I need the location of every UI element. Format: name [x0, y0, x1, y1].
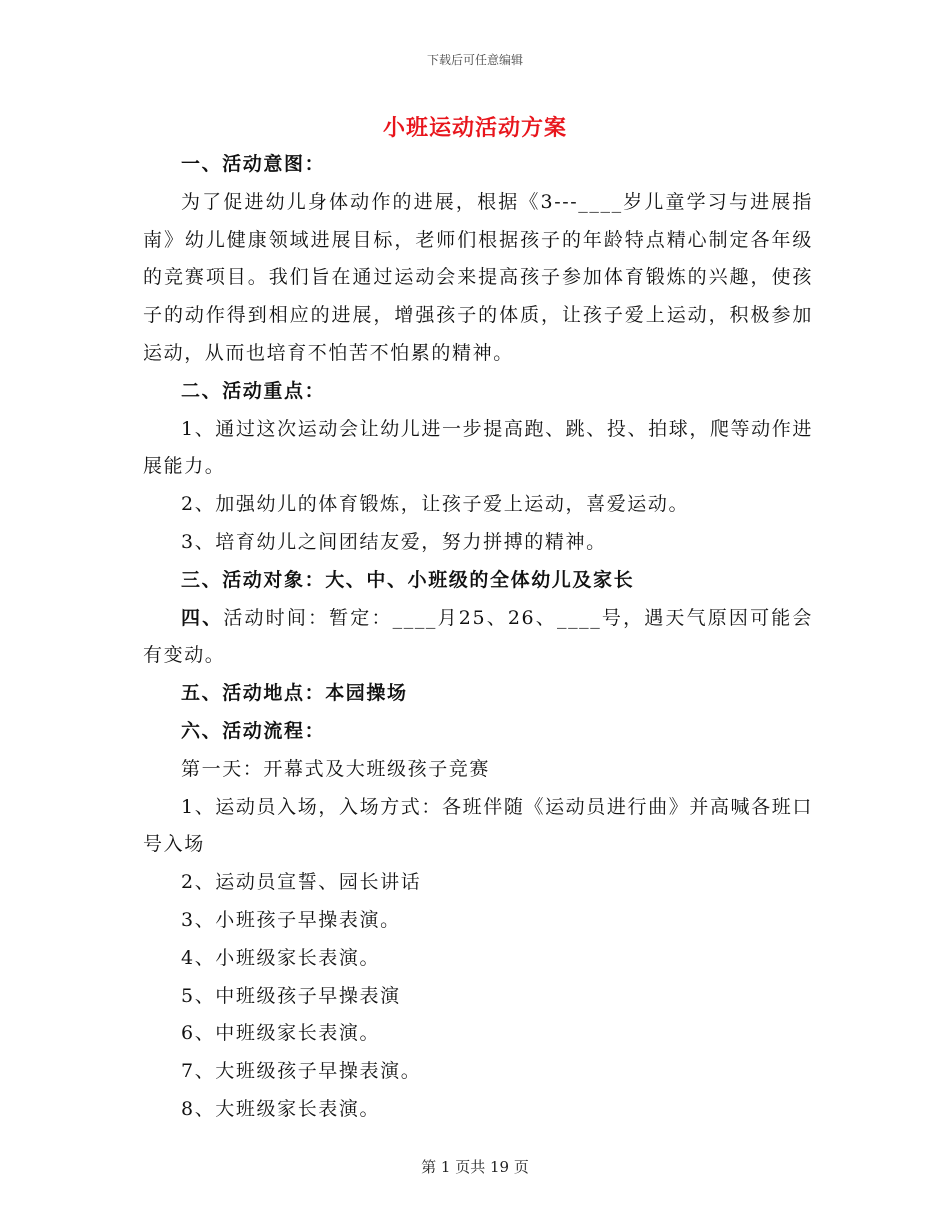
list-item-flow-5: 5、中班级孩子早操表演 — [181, 984, 401, 1007]
section-heading-audience: 三、活动对象：大、中、小班级的全体幼儿及家长 — [181, 568, 635, 591]
section-heading-flow: 六、活动流程： — [181, 719, 326, 742]
page-header-note: 下载后可任意编辑 — [426, 53, 523, 67]
page-number-footer: 第 1 页共 19 页 — [421, 1158, 529, 1176]
list-item-flow-3: 3、小班孩子早操表演。 — [181, 908, 401, 931]
section-heading-location: 五、活动地点：本园操场 — [181, 682, 408, 705]
paragraph-time — [143, 600, 813, 676]
list-item-flow-2: 2、运动员宣誓、园长讲话 — [181, 871, 422, 894]
list-item-flow-8: 8、大班级家长表演。 — [181, 1097, 381, 1120]
paragraph-day-one: 第一天：开幕式及大班级孩子竞赛 — [181, 757, 491, 780]
paragraph-time-text: 活动时间：暂定：____月25、26、____号，遇天气原因可能会有变动。 — [143, 606, 813, 667]
paragraph-intent: 为了促进幼儿身体动作的进展，根据《3---____岁儿童学习与进展指南》幼儿健康领域进展目标，老师们根据孩子的年龄特点精心制定各年级的竞赛项目。我们旨在通过运动会来提高孩子参加体育锻炼的兴趣，使孩子的动作得到相应的进展，增强孩子的体质，让孩子爱上运动，积极参加运动，从而也培育不怕苦不怕累的精神。 — [143, 190, 813, 364]
list-item-flow-6: 6、中班级家长表演。 — [181, 1022, 381, 1045]
document-body — [143, 146, 813, 1129]
list-item-focus-1: 1、通过这次运动会让幼儿进一步提高跑、跳、投、拍球，爬等动作进展能力。 — [143, 417, 813, 478]
list-item-flow-4: 4、小班级家长表演。 — [181, 946, 381, 969]
section-heading-focus: 二、活动重点： — [181, 379, 326, 402]
section-heading-intent: 一、活动意图： — [181, 153, 326, 175]
list-item-focus-3: 3、培育幼儿之间团结友爱，努力拼搏的精神。 — [181, 530, 607, 553]
list-item-flow-7: 7、大班级孩子早操表演。 — [181, 1060, 422, 1083]
list-item-focus-2: 2、加强幼儿的体育锻炼，让孩子爱上运动，喜爱运动。 — [181, 493, 690, 516]
section-heading-time: 四、 — [181, 606, 224, 629]
list-item-flow-1: 1、运动员入场，入场方式：各班伴随《运动员进行曲》并高喊各班口号入场 — [143, 795, 813, 856]
document-title: 小班运动活动方案 — [382, 115, 567, 141]
